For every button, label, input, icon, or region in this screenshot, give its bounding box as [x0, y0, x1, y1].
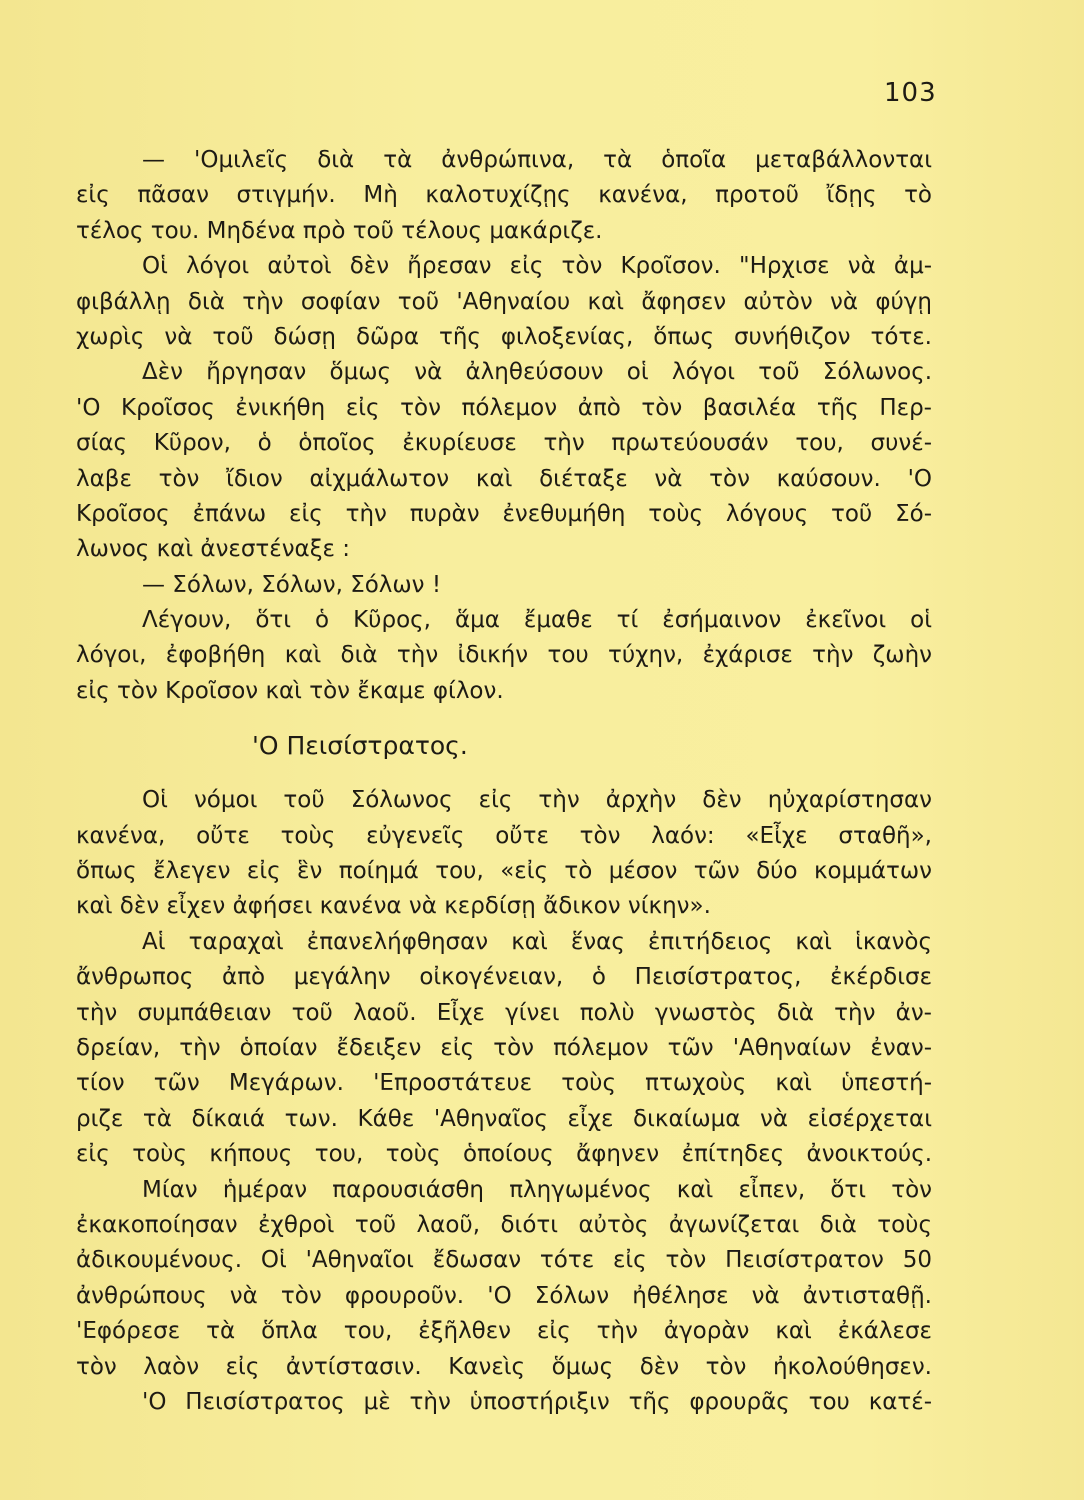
text-line: εἰς τὸν Κροῖσον καὶ τὸν ἔκαμε φίλον.	[76, 677, 504, 704]
text-line: εἰς πᾶσαν στιγμήν. Μὴ καλοτυχίζῃς κανένα, προτοῦ ἴδῃς τὸ	[76, 182, 932, 209]
text-line: ἀδικουμένους. Οἱ 'Αθηναῖοι ἔδωσαν τότε εἰς τὸν Πεισίστρατον 50	[76, 1247, 932, 1274]
text-line: τὴν συμπάθειαν τοῦ λαοῦ. Εἶχε γίνει πολὺ γνωστὸς διὰ τὴν ἀν-	[76, 999, 932, 1026]
text-line: ἄνθρωπος ἀπὸ μεγάλην οἰκογένειαν, ὁ Πεισίστρατος, ἐκέρδισε	[76, 964, 932, 991]
page-number: 103	[884, 78, 937, 108]
text-line: Οἱ νόμοι τοῦ Σόλωνος εἰς τὴν ἀρχὴν δὲν ηὐχαρίστησαν	[142, 787, 932, 814]
text-line: Κροῖσος ἐπάνω εἰς τὴν πυρὰν ἐνεθυμήθη τοὺς λόγους τοῦ Σό-	[76, 500, 932, 527]
text-line: — 'Ομιλεῖς διὰ τὰ ἀνθρώπινα, τὰ ὁποῖα μεταβάλλονται	[142, 147, 932, 173]
text-block-croesus	[76, 143, 932, 709]
text-line: δρείαν, τὴν ὁποίαν ἔδειξεν εἰς τὸν πόλεμον τῶν 'Αθηναίων ἐναν-	[76, 1034, 932, 1061]
text-line: λόγοι, ἐφοβήθη καὶ διὰ τὴν ἰδικήν του τύχην, ἐχάρισε τὴν ζωὴν	[76, 642, 932, 669]
text-line: φιβάλλῃ διὰ τὴν σοφίαν τοῦ 'Αθηναίου καὶ ἄφησεν αὐτὸν νὰ φύγῃ	[76, 288, 932, 315]
text-line: Αἱ ταραχαὶ ἐπανελήφθησαν καὶ ἕνας ἐπιτήδειος καὶ ἱκανὸς	[142, 928, 932, 955]
text-line: Δὲν ἤργησαν ὅμως νὰ ἀληθεύσουν οἱ λόγοι τοῦ Σόλωνος.	[142, 359, 932, 386]
text-line: καὶ δὲν εἶχεν ἀφήσει κανένα νὰ κερδίσῃ ἄδικον νίκην».	[76, 893, 711, 920]
text-line: χωρὶς νὰ τοῦ δώσῃ δῶρα τῆς φιλοξενίας, ὅπως συνήθιζον τότε.	[76, 323, 932, 350]
text-line: 'Εφόρεσε τὰ ὅπλα του, ἐξῆλθεν εἰς τὴν ἀγορὰν καὶ ἐκάλεσε	[76, 1318, 932, 1345]
text-line: λωνος καὶ ἀνεστέναξε :	[76, 536, 351, 563]
text-line: κανένα, οὔτε τοὺς εὐγενεῖς οὔτε τὸν λαόν: «Εἶχε σταθῆ»,	[76, 822, 932, 849]
text-line: τὸν λαὸν εἰς ἀντίστασιν. Κανεὶς ὅμως δὲν τὸν ἠκολούθησεν.	[76, 1353, 932, 1380]
text-line: ριζε τὰ δίκαιά των. Κάθε 'Αθηναῖος εἶχε δικαίωμα νὰ εἰσέρχεται	[76, 1105, 932, 1132]
body-text	[76, 143, 932, 1420]
text-line: Μίαν ἡμέραν παρουσιάσθη πληγωμένος καὶ εἶπεν, ὅτι τὸν	[142, 1176, 932, 1203]
text-line: τέλος του. Μηδένα πρὸ τοῦ τέλους μακάριζε.	[76, 217, 603, 244]
text-line: 'Ο Πεισίστρατος μὲ τὴν ὑποστήριξιν τῆς φρουρᾶς του κατέ-	[142, 1388, 932, 1415]
text-block-peisistratos	[76, 783, 932, 1420]
text-line: εἰς τοὺς κήπους του, τοὺς ὁποίους ἄφηνεν ἐπίτηδες ἀνοικτούς.	[76, 1141, 932, 1168]
text-line: λαβε τὸν ἴδιον αἰχμάλωτον καὶ διέταξε νὰ τὸν καύσουν. 'Ο	[76, 465, 932, 492]
section-heading: 'Ο Πεισίστρατος.	[252, 731, 468, 761]
text-line: Λέγουν, ὅτι ὁ Κῦρος, ἅμα ἔμαθε τί ἐσήμαινον ἐκεῖνοι οἱ	[142, 607, 932, 634]
text-line: σίας Κῦρον, ὁ ὁποῖος ἐκυρίευσε τὴν πρωτεύουσάν του, συνέ-	[76, 430, 932, 457]
text-line: ὅπως ἔλεγεν εἰς ἓν ποίημά του, «εἰς τὸ μέσον τῶν δύο κομμάτων	[76, 858, 932, 885]
text-line: τίον τῶν Μεγάρων. 'Επροστάτευε τοὺς πτωχοὺς καὶ ὑπεστή-	[76, 1070, 932, 1097]
text-line: — Σόλων, Σόλων, Σόλων !	[142, 571, 442, 598]
text-line: ἀνθρώπους νὰ τὸν φρουροῦν. 'Ο Σόλων ἠθέλησε νὰ ἀντισταθῇ.	[76, 1282, 932, 1309]
text-line: 'Ο Κροῖσος ἐνικήθη εἰς τὸν πόλεμον ἀπὸ τὸν βασιλέα τῆς Περ-	[76, 394, 932, 421]
text-line: ἐκακοποίησαν ἐχθροὶ τοῦ λαοῦ, διότι αὐτὸς ἀγωνίζεται διὰ τοὺς	[76, 1211, 932, 1238]
text-line: Οἱ λόγοι αὐτοὶ δὲν ἤρεσαν εἰς τὸν Κροῖσον. "Ηρχισε νὰ ἀμ-	[142, 253, 932, 280]
